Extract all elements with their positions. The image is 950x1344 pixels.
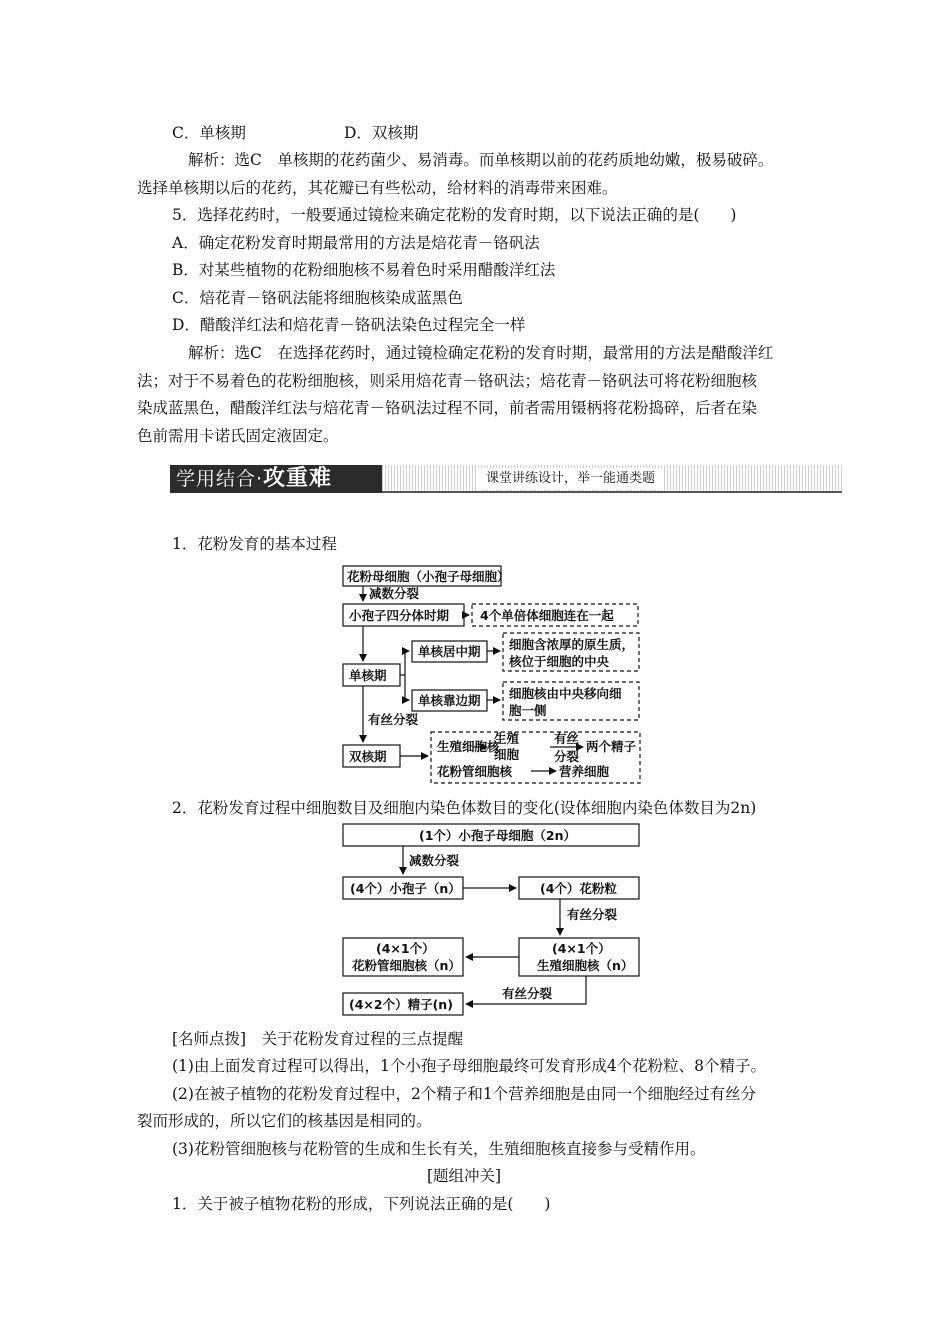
banner-title: 学用结合·攻重难	[170, 465, 382, 493]
tips-point-2-line2: 裂而形成的，所以它们的核基因是相同的。	[137, 1112, 432, 1130]
edge-note-line2: 胞一侧	[509, 703, 547, 718]
sperm-label: (4×2个）精子(n)	[349, 997, 453, 1012]
tetrad-label: 小孢子四分体时期	[349, 608, 450, 623]
tetrad-note: 4个单倍体细胞连在一起	[480, 608, 614, 623]
generative-cell-line2: 细胞	[494, 747, 520, 762]
analysis-4-line1: 解析：选C 单核期的花药菌少、易消毒。而单核期以前的花药质地幼嫩，极易破碎。	[188, 151, 774, 169]
option-c: C．单核期	[172, 124, 246, 142]
question-5-option-b: B．对某些植物的花粉细胞核不易着色时采用醋酸洋红法	[172, 261, 556, 279]
center-note-line1: 细胞含浓厚的原生质，	[509, 637, 635, 652]
exercise-question-1: 1．关于被子植物花粉的形成，下列说法正确的是( )	[172, 1195, 551, 1213]
generative-nucleus-label: 生殖细胞核	[437, 739, 500, 754]
tips-point-3: (3)花粉管细胞核与花粉管的生成和生长有关，生殖细胞核直接参与受精作用。	[172, 1140, 706, 1158]
center-stage-label: 单核居中期	[418, 644, 481, 659]
analysis-5-line4: 色前需用卡诺氏固定液固定。	[137, 427, 339, 445]
tips-point-2-line1: (2)在被子植物的花粉发育过程中，2个精子和1个营养细胞是由同一个细胞经过有丝分	[172, 1085, 757, 1103]
vegetative-cell-label: 营养细胞	[559, 764, 610, 779]
center-note-line2: 核位于细胞的中央	[509, 654, 610, 669]
meiosis-label: 减数分裂	[369, 586, 420, 601]
tips-point-1: (1)由上面发育过程可以得出，1个小孢子母细胞最终可发育形成4个花粉粒、8个精子。	[172, 1057, 767, 1075]
mitosis-label-2: 有丝分裂	[502, 986, 553, 1001]
banner-subtitle: 课堂讲练设计，举一能通类题	[478, 468, 663, 490]
analysis-5-line1: 解析：选C 在选择花药时，通过镜检确定花粉的发育时期，最常用的方法是醋酸洋红	[188, 344, 774, 362]
mother-label: (1个）小孢子母细胞（2n）	[419, 828, 577, 843]
generative-line1: (4×1个）	[552, 941, 611, 956]
tips-heading: [名师点拨] 关于花粉发育过程的三点提醒	[172, 1030, 464, 1048]
meiosis-label-2: 减数分裂	[409, 853, 460, 868]
option-d: D．双核期	[344, 124, 419, 142]
edge-note-line1: 细胞核由中央移向细	[509, 686, 622, 701]
tube-nucleus-label: 花粉管细胞核	[437, 764, 513, 779]
section-1-title: 1．花粉发育的基本过程	[172, 535, 337, 553]
analysis-4-line2: 选择单核期以后的花药，其花瓣已有些松动，给材料的消毒带来困难。	[137, 179, 618, 197]
question-5-option-d: D．醋酸洋红法和焙花青－铬矾法染色过程完全一样	[172, 316, 526, 334]
mitosis-label: 有丝分裂	[368, 712, 419, 727]
two-sperm-label: 两个精子	[586, 739, 637, 754]
analysis-5-line2: 法；对于不易着色的花粉细胞核，则采用焙花青－铬矾法；焙花青－铬矾法可将花粉细胞核	[137, 372, 758, 390]
mother-cell-label: 花粉母细胞（小孢子母细胞）	[347, 569, 510, 584]
question-5-option-c: C．焙花青－铬矾法能将细胞核染成蓝黑色	[172, 289, 463, 307]
mitosis-line1: 有丝	[554, 731, 580, 746]
generative-line2: 生殖细胞核（n）	[537, 958, 634, 973]
section-2-title: 2．花粉发育过程中细胞数目及细胞内染色体数目的变化(设体细胞内染色体数目为2n)	[172, 799, 757, 817]
binucleate-label: 双核期	[349, 749, 387, 764]
question-5-option-a: A．确定花粉发育时期最常用的方法是焙花青－铬矾法	[172, 234, 540, 252]
tube-line2: 花粉管细胞核（n）	[352, 958, 461, 973]
tube-line1: (4×1个）	[376, 941, 435, 956]
uninucleate-label: 单核期	[349, 668, 387, 683]
mitosis-line2: 分裂	[554, 749, 580, 764]
microspore-label: (4个）小孢子（n）	[350, 881, 461, 896]
analysis-5-line3: 染成蓝黑色，醋酸洋红法与焙花青－铬矾法过程不同，前者需用镊柄将花粉捣碎，后者在染	[137, 399, 758, 417]
question-5: 5．选择花药时，一般要通过镜检来确定花粉的发育时期，以下说法正确的是( )	[172, 206, 737, 224]
exercise-heading: [题组冲关]	[427, 1167, 502, 1185]
generative-cell-line1: 生殖	[494, 731, 520, 746]
pollen-label: (4个）花粉粒	[540, 881, 617, 896]
edge-stage-label: 单核靠边期	[418, 693, 481, 708]
mitosis-label-1: 有丝分裂	[567, 907, 618, 922]
